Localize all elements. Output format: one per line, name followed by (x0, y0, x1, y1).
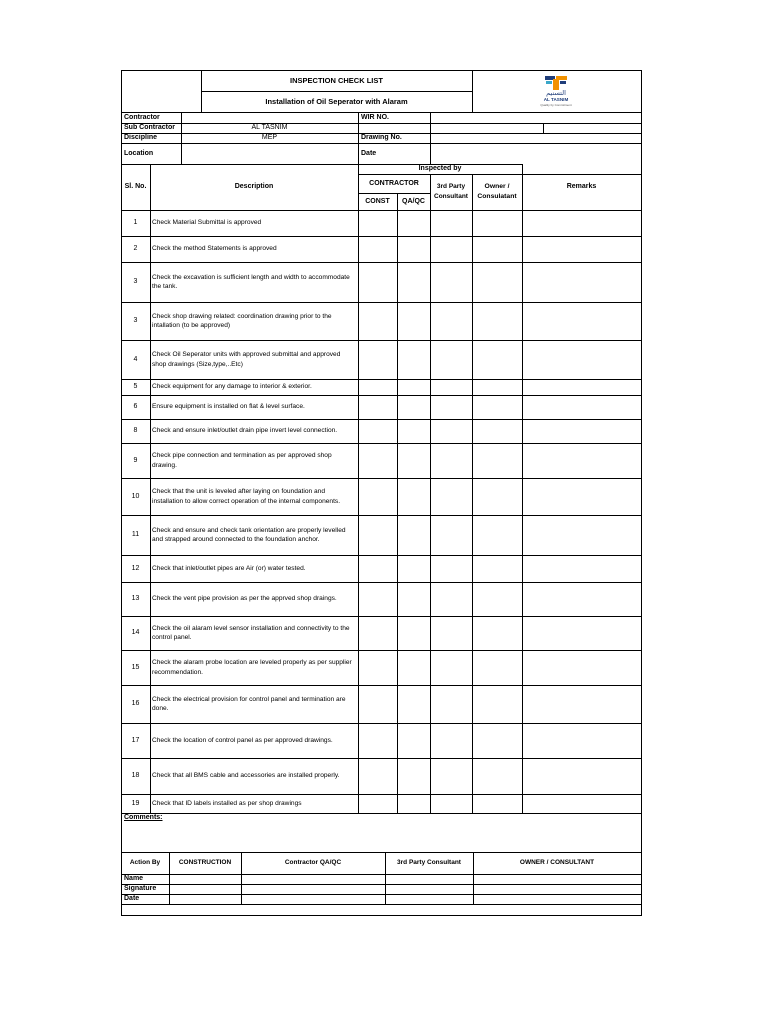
grid-line (543, 123, 544, 133)
third-party-line-1: 3rd Party (436, 183, 466, 190)
grid-line (121, 758, 641, 759)
grid-line (121, 340, 641, 341)
owner-line-2: Consulatant (477, 193, 517, 200)
grid-line (430, 112, 431, 164)
grid-line (121, 70, 641, 71)
grid-line (181, 112, 182, 164)
grid-line (121, 379, 641, 380)
grid-line (121, 123, 641, 124)
grid-line (358, 164, 522, 165)
inspection-checklist-sheet (121, 70, 641, 915)
logo-arabic-text: التسنيم (546, 90, 566, 98)
grid-line (641, 70, 642, 915)
item-description: Check pipe connection and termination as per approved shop drawing. (152, 452, 332, 469)
grid-line (121, 685, 641, 686)
logo-tagline: Quality by Commitment (540, 103, 572, 107)
grid-line (121, 164, 358, 165)
remarks-header: Remarks (566, 183, 597, 191)
grid-line (121, 236, 641, 237)
grid-line (121, 915, 642, 916)
grid-line (241, 852, 242, 904)
sl-no-header: Sl. No. (124, 183, 147, 191)
item-description: Check Oil Seperator units with approved submittal and approved shop drawings (Size,type,..Etc) (152, 351, 341, 368)
grid-line (121, 302, 641, 303)
company-logo-mark (544, 75, 568, 91)
signoff-row-name: Name (124, 875, 144, 883)
item-number: 12 (131, 564, 140, 572)
owner-consultant-header (472, 174, 522, 210)
item-number: 9 (133, 456, 138, 464)
item-description: Check the location of control panel as per approved drawings. (152, 736, 333, 744)
sub-contractor-value: AL TASNIM (251, 124, 288, 132)
item-number: 11 (131, 531, 140, 539)
signoff-header-third-party: 3rd Party Consultant (397, 859, 461, 867)
grid-line (121, 210, 641, 211)
grid-line (472, 174, 473, 813)
item-description: Check and ensure and check tank orientation are properly levelled and strapped around connected to the foundation anchor. (152, 526, 346, 543)
item-number: 10 (131, 492, 140, 500)
grid-line (121, 650, 641, 651)
signoff-header-owner-consultant: OWNER / CONSULTANT (519, 859, 595, 867)
grid-line (121, 582, 641, 583)
item-description: Check that ID labels installed as per shop drawings (152, 799, 302, 807)
grid-line (121, 443, 641, 444)
grid-line (121, 70, 122, 915)
grid-line (201, 91, 472, 92)
item-description: Check the oil alaram level sensor installation and connectivity to the control panel. (152, 624, 350, 641)
inspected-by-header: Inspected by (418, 165, 462, 173)
item-description: Check the electrical provision for control panel and termination are done. (152, 695, 346, 712)
logo-name: AL TASNIM (543, 97, 569, 103)
grid-line (121, 395, 641, 396)
owner-line-1: Owner / (484, 183, 510, 190)
item-description: Check Material Submittal is approved (152, 219, 262, 227)
signoff-row-signature: Signature (124, 885, 157, 893)
contractor-value (181, 112, 358, 123)
item-number: 15 (131, 663, 140, 671)
grid-line (397, 193, 398, 813)
item-description: Check the method Statements is approved (152, 245, 277, 253)
item-number: 13 (131, 595, 140, 603)
item-number: 6 (133, 403, 138, 411)
sub-contractor-label: Sub Contractor (124, 124, 175, 132)
signoff-header-construction: CONSTRUCTION (178, 859, 232, 867)
grid-line (121, 894, 641, 895)
item-number: 2 (133, 245, 138, 253)
qa-qc-header: QA/QC (402, 197, 425, 205)
grid-line (121, 478, 641, 479)
contractor-label: Contractor (124, 113, 160, 121)
item-number: 8 (133, 427, 138, 435)
item-number: 19 (131, 799, 140, 807)
checklist-subtitle: Installation of Oil Seperator with Alaram (265, 96, 408, 106)
grid-line (358, 164, 359, 813)
grid-line (358, 174, 641, 175)
grid-line (169, 852, 170, 904)
grid-line (358, 112, 359, 164)
grid-line (473, 852, 474, 904)
grid-line (385, 852, 386, 904)
item-description: Check that the unit is leveled after laying on foundation and installation to allow correct operation of the internal components. (152, 488, 341, 505)
discipline-label: Discipline (124, 134, 158, 142)
discipline-value: MEP (261, 134, 278, 142)
grid-line (121, 884, 641, 885)
item-number: 4 (133, 355, 138, 363)
description-header: Description (234, 183, 274, 191)
item-description: Check equipment for any damage to interior & exterior. (152, 383, 312, 391)
signoff-header-contractor-qaqc: Contractor QA/QC (284, 859, 342, 867)
third-party-consultant-header (430, 174, 472, 210)
grid-line (121, 852, 641, 853)
grid-line (358, 193, 430, 194)
wir-no-label: WIR NO. (361, 113, 389, 121)
item-number: 18 (131, 772, 140, 780)
grid-line (121, 794, 641, 795)
grid-line (430, 174, 431, 813)
date-label: Date (361, 149, 377, 157)
grid-line (121, 723, 641, 724)
grid-line (121, 112, 641, 113)
item-description: Check the excavation is sufficient length and width to accommodate the tank. (152, 273, 350, 290)
item-number: 16 (131, 700, 140, 708)
comments-label: Comments: (124, 814, 163, 821)
signoff-header-action-by: Action By (129, 859, 161, 867)
item-number: 14 (131, 629, 140, 637)
grid-line (121, 874, 641, 875)
grid-line (201, 70, 202, 112)
drawing-no-label: Drawing No. (361, 134, 402, 142)
location-value (181, 143, 358, 164)
grid-line (121, 555, 641, 556)
item-description: Check that inlet/outlet pipes are Air (or) water tested. (152, 564, 306, 572)
item-number: 3 (133, 278, 138, 286)
item-number: 17 (131, 736, 140, 744)
item-description: Check the vent pipe provision as per the apprved shop draings. (152, 595, 337, 603)
item-description: Check that all BMS cable and accessories are installed properly. (152, 772, 340, 780)
grid-line (522, 164, 523, 813)
grid-line (472, 70, 473, 112)
item-description: Check the alaram probe location are leveled properly as per supplier recommendation. (152, 659, 352, 676)
grid-line (121, 616, 641, 617)
signoff-row-date: Date (124, 895, 140, 903)
item-description: Check shop drawing related: coordination drawing prior to the intallation (to be approved) (152, 312, 332, 329)
company-logo (472, 70, 641, 112)
grid-line (121, 813, 641, 814)
third-party-line-2: Consultant (434, 193, 468, 200)
location-label: Location (124, 149, 154, 157)
grid-line (150, 164, 151, 813)
item-description: Ensure equipment is installed on flat & level surface. (152, 403, 305, 411)
grid-line (121, 904, 641, 905)
grid-line (121, 143, 641, 144)
grid-line (121, 133, 641, 134)
item-number: 3 (133, 317, 138, 325)
item-number: 5 (133, 383, 138, 391)
checklist-title: INSPECTION CHECK LIST (290, 75, 383, 85)
grid-line (121, 419, 641, 420)
const-header: CONST (365, 197, 390, 205)
item-number: 1 (133, 219, 138, 227)
contractor-header: CONTRACTOR (369, 179, 419, 187)
grid-line (121, 262, 641, 263)
item-description: Check and ensure inlet/outlet drain pipe invert level connection. (152, 427, 338, 435)
grid-line (121, 515, 641, 516)
